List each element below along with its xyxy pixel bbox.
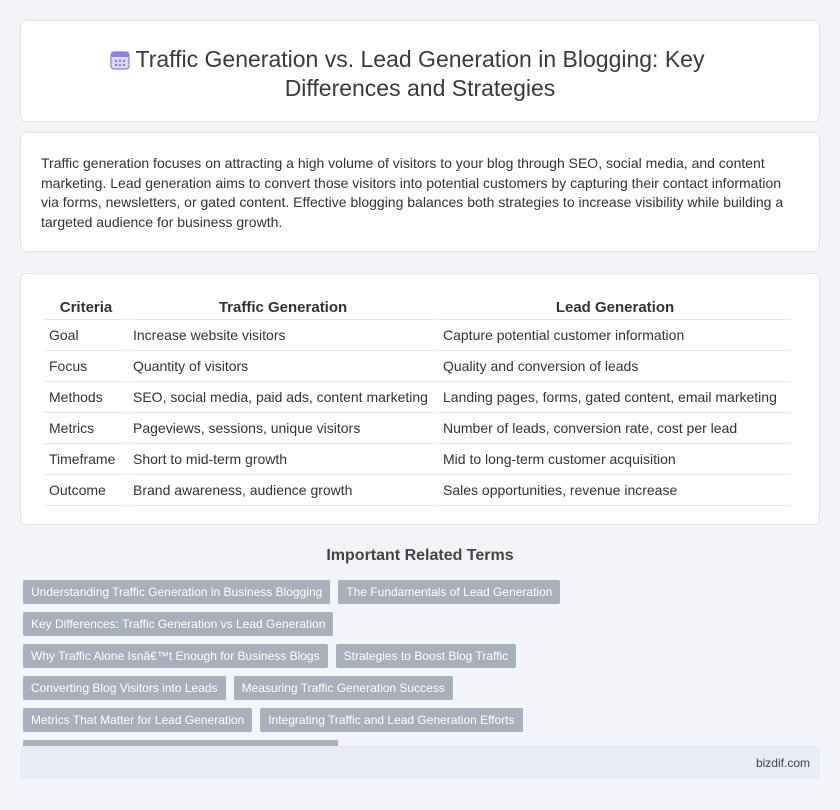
footer-site-link[interactable]: bizdif.com — [755, 756, 810, 770]
table-cell: Pageviews, sessions, unique visitors — [129, 413, 437, 444]
related-term-link[interactable]: Integrating Traffic and Lead Generation Efforts — [260, 708, 522, 732]
related-term-link[interactable]: Metrics That Matter for Lead Generation — [23, 708, 252, 732]
column-header-criteria: Criteria — [45, 296, 127, 320]
related-term-link[interactable]: Strategies to Boost Blog Traffic — [336, 644, 517, 668]
related-term-link[interactable]: Converting Blog Visitors into Leads — [23, 676, 226, 700]
table-row — [45, 351, 791, 382]
comparison-card — [20, 273, 820, 525]
intro-paragraph: Traffic generation focuses on attracting a high volume of visitors to your blog through SEO, social media, and content marketing. Lead generation aims to convert those visitors into potential customers by capturing their contact information via forms, newsletters, or gated content. Effective blogging balances both strategies to increase visibility while building a targeted audience for business growth. — [41, 155, 784, 230]
title-wrap — [21, 45, 819, 103]
table-cell: Mid to long-term customer acquisition — [439, 444, 791, 475]
related-term-link[interactable]: Measuring Traffic Generation Success — [234, 676, 453, 700]
page-title: Traffic Generation vs. Lead Generation in Blogging: Key Differences and Strategies — [135, 46, 705, 101]
table-cell: Brand awareness, audience growth — [129, 475, 437, 506]
table-cell: Metrics — [45, 413, 127, 444]
table-cell: Quality and conversion of leads — [439, 351, 791, 382]
table-cell: Goal — [45, 320, 127, 351]
related-term-link[interactable]: Why Traffic Alone Isnâ€™t Enough for Business Blogs — [23, 644, 328, 668]
related-term-link[interactable]: The Fundamentals of Lead Generation — [338, 580, 560, 604]
table-row — [45, 320, 791, 351]
table-row — [45, 444, 791, 475]
header-card — [20, 20, 820, 122]
related-term-link[interactable]: Understanding Traffic Generation in Business Blogging — [23, 580, 330, 604]
comparison-table — [43, 296, 793, 506]
table-cell: Outcome — [45, 475, 127, 506]
table-cell: Number of leads, conversion rate, cost per lead — [439, 413, 791, 444]
table-header-row — [45, 296, 791, 320]
table-cell: Landing pages, forms, gated content, email marketing — [439, 382, 791, 413]
table-cell: Quantity of visitors — [129, 351, 437, 382]
related-terms-list — [23, 580, 643, 764]
column-header-lead: Lead Generation — [439, 296, 791, 320]
table-cell: Methods — [45, 382, 127, 413]
table-row — [45, 413, 791, 444]
column-header-traffic: Traffic Generation — [129, 296, 437, 320]
table-cell: Sales opportunities, revenue increase — [439, 475, 791, 506]
table-cell: SEO, social media, paid ads, content marketing — [129, 382, 437, 413]
related-term-link[interactable]: Key Differences: Traffic Generation vs Lead Generation — [23, 612, 333, 636]
table-cell: Capture potential customer information — [439, 320, 791, 351]
table-cell: Timeframe — [45, 444, 127, 475]
table-cell: Short to mid-term growth — [129, 444, 437, 475]
table-cell: Focus — [45, 351, 127, 382]
intro-card — [20, 132, 820, 252]
footer — [20, 746, 820, 779]
related-terms-title: Important Related Terms — [326, 547, 514, 564]
table-row — [45, 382, 791, 413]
calendar-icon — [109, 49, 131, 71]
table-cell: Increase website visitors — [129, 320, 437, 351]
table-row — [45, 475, 791, 506]
